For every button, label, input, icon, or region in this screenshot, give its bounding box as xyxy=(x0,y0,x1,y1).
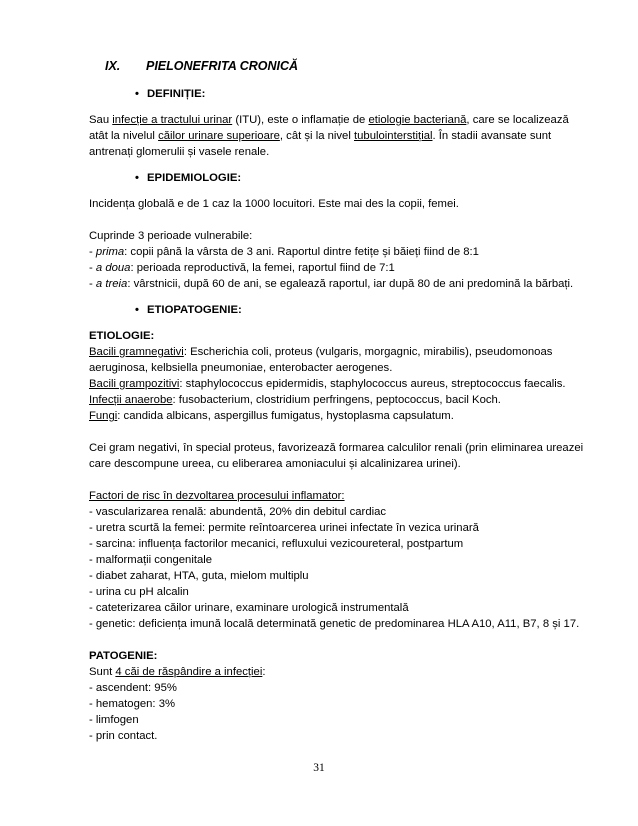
pathogenesis-intro: Sunt 4 căi de răspândire a infecției: xyxy=(89,666,266,678)
bullet-icon: • xyxy=(135,172,139,184)
section-heading-etiopatogenie: • ETIOPATOGENIE: xyxy=(135,304,242,316)
gram-negative-note: Cei gram negativi, în special proteus, favorizează formarea calculilor renali (prin eliminarea ureazei care descompune ureea, cu eliberarea amoniacului și alcalinizarea urinei). xyxy=(89,442,584,470)
vulnerable-periods: Cuprinde 3 perioade vulnerabile: - prima: copii până la vârsta de 3 ani. Raportul dintre fetițe și băieți fiind de 8:1 - a doua: perioada reproductivă, la femei, raportul fiind de 7:1 - a treia: vârstnicii, după 60 de ani, se egalează raportul, iar după 80 de ani predomină la bărbați. xyxy=(89,230,574,290)
etiology-heading: ETIOLOGIE: xyxy=(89,330,155,342)
list-item: - limfogen xyxy=(89,714,139,726)
list-item: - malformații congenitale xyxy=(89,554,213,566)
chapter-number: IX. xyxy=(105,59,121,73)
bullet-icon: • xyxy=(135,304,139,316)
bullet-icon: • xyxy=(135,88,139,100)
page-number: 31 xyxy=(313,762,325,774)
list-item: - cateterizarea căilor urinare, examinare urologică instrumentală xyxy=(89,602,409,614)
list-item: - uretra scurtă la femei: permite reîntoarcerea urinei infectate în vezica urinară xyxy=(89,522,479,534)
list-item: - urina cu pH alcalin xyxy=(89,586,189,598)
list-item: - sarcina: influența factorilor mecanici, refluxului vezicoureteral, postpartum xyxy=(89,538,464,550)
definition-paragraph: Sau infecție a tractului urinar (ITU), este o inflamație de etiologie bacteriană, care se localizează atât la nivelul căilor urinare superioare, cât și la nivel tubulointerstițial. În stadii avansate sunt antrenați glomerulii și vasele renale. xyxy=(89,114,569,158)
etiology-block: ETIOLOGIE: Bacili gramnegativi: Escherichia coli, proteus (vulgaris, morgagnic, mirabilis), pseudomonoas aeruginosa, kelbsiella pneumoniae, enterobacter aerogenes. Bacili grampozitivi: staphylococcus epidermidis, staphylococcus aureus, streptococcus faecalis. Infecții anaerobe: fusobacterium, clostridium perfringens, peptococcus, bacil Koch. Fungi: candida albicans, aspergillus fumigatus, hystoplasma capsulatum. xyxy=(89,330,566,422)
section-heading-epidemiologie: • EPIDEMIOLOGIE: xyxy=(135,172,242,184)
list-item: - hematogen: 3% xyxy=(89,698,176,710)
section-heading-definitie: • DEFINIȚIE: xyxy=(135,88,206,100)
pathogenesis-block xyxy=(89,648,609,744)
list-item: - genetic: deficiența imună locală determinată genetic de predominarea HLA A10, A11, B7, 8 și 17. xyxy=(89,618,580,630)
list-item: - diabet zaharat, HTA, guta, mielom multiplu xyxy=(89,570,309,582)
list-item: - prin contact. xyxy=(89,730,158,742)
risk-factors-heading: Factori de risc în dezvoltarea procesului inflamator: xyxy=(89,490,345,502)
chapter-title xyxy=(105,58,609,76)
pathogenesis-heading: PATOGENIE: xyxy=(89,650,158,662)
risk-factors-list xyxy=(89,488,609,632)
document-page xyxy=(89,58,609,744)
list-item: - ascendent: 95% xyxy=(89,682,177,694)
list-item: - vascularizarea renală: abundentă, 20% din debitul cardiac xyxy=(89,506,387,518)
incidence-paragraph: Incidența globală e de 1 caz la 1000 locuitori. Este mai des la copii, femei. xyxy=(89,198,459,210)
chapter-name: PIELONEFRITA CRONICĂ xyxy=(146,59,299,73)
